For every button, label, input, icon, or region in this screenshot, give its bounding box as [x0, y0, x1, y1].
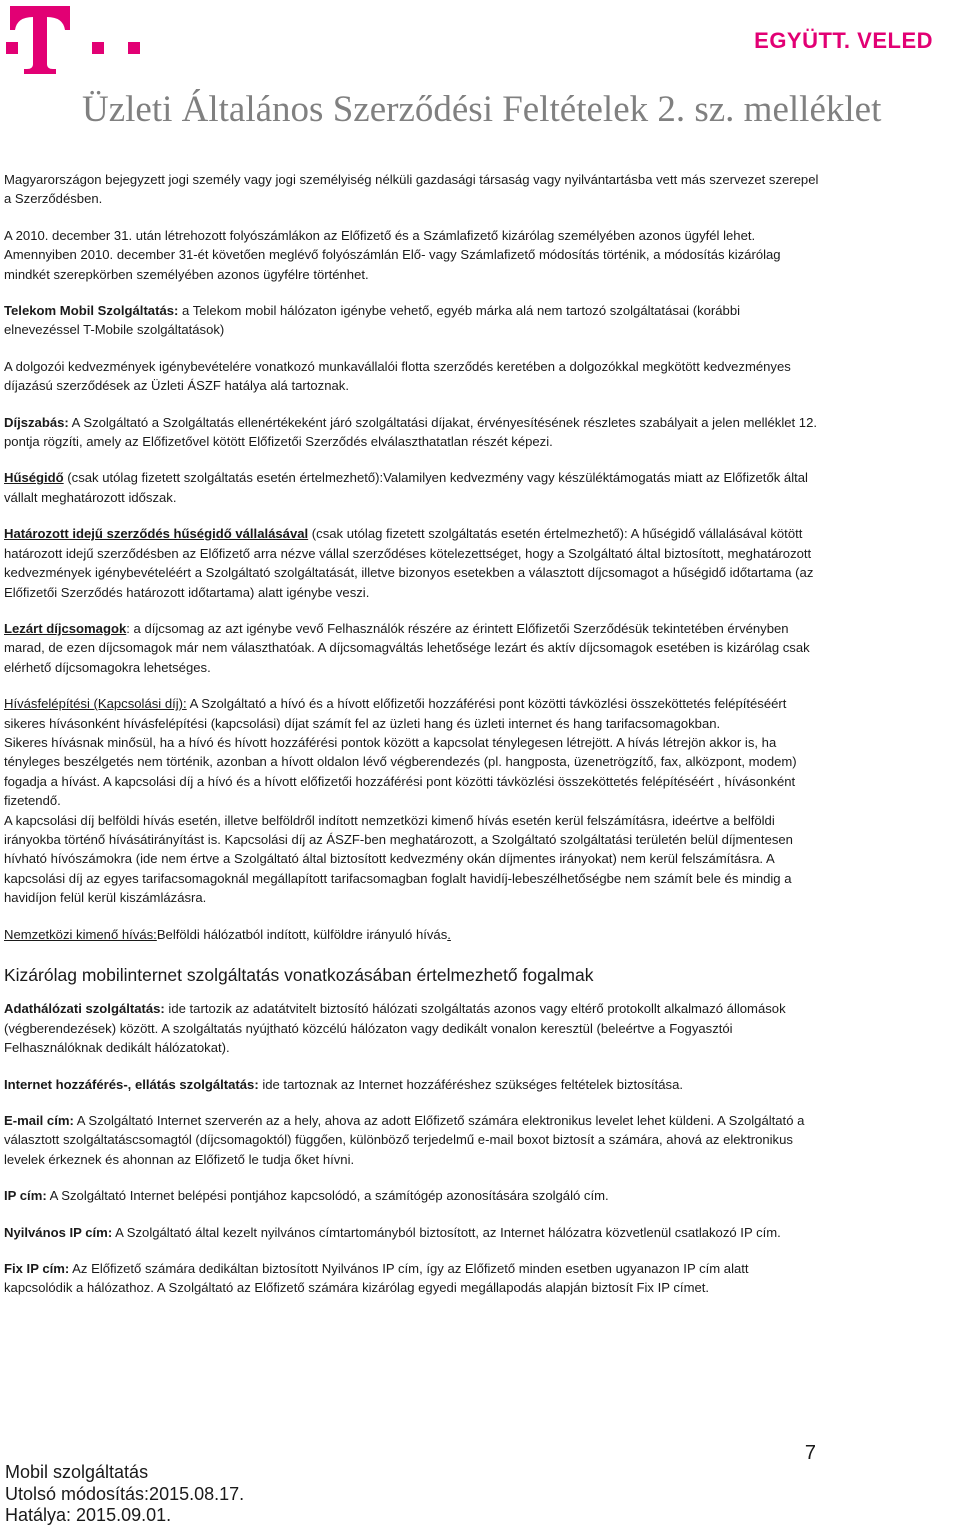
section-heading-mobilinternet: Kizárólag mobilinternet szolgáltatás vonatkozásában értelmezhető fogalmak [4, 965, 594, 985]
definition-text: A Szolgáltató Internet belépési pontjához kapcsolódó, a számítógép azonosítására szolgáló cím. [46, 1188, 609, 1204]
term-email-cim: E-mail cím: [4, 1113, 74, 1129]
definition-text: (csak utólag fizetett szolgáltatás esetén értelmezhető): A hűségidő vállalásával kötött határozott idejű szerződésben az Előfizető arra nézve vállal szerződéses kötelezettséget, hogy a Szolgáltató által biztosított, meghatározott kedvezmények igénybevételéért a Szolgáltató szolgáltatását, illetve bizonyos esetekben a választott díjcsomagot a hűségidő időtartama (az Előfizetői Szerződés határozott időtartama) alatt igénybe veszi. [4, 526, 814, 600]
document-title: Üzleti Általános Szerződési Feltételek 2. sz. melléklet [82, 89, 882, 130]
definition-text: Az Előfizető számára dedikáltan biztosított Nyilvános IP cím, így az Előfizető minden esetben ugyanazon IP cím alatt kapcsolódik a hálózathoz. A Szolgáltató az Előfizető számára kizárólag egyedi megállapodás alapján biztosít Fix IP címet. [4, 1261, 749, 1296]
term-ip-cim: IP cím: [4, 1188, 47, 1204]
page-footer [5, 1462, 244, 1527]
definition-nemzetkozi-hivas [4, 925, 819, 944]
definition-text: A Szolgáltató Internet szerverén az a hely, ahova az adott Előfizető számára elektronikus levelet lehet küldeni. A Szolgáltató a választott szolgáltatáscsomagtól (díjcsomagoktól) függően, különböző terjedelmű e-mail boxot biztosít a számára, ahová az elektronikus levelek érkeznek és ahonnan az Előfizető le tudja őket hívni. [4, 1113, 805, 1167]
footer-last-modified: Utolsó módosítás:2015.08.17. [5, 1483, 245, 1504]
term-hatarozott-ideju: Határozott idejű szerződés hűségidő vállalásával [4, 526, 309, 542]
definition-text: Belföldi hálózatból indított, külföldre irányuló hívás [156, 926, 448, 942]
definition-hivasfelepitesi [4, 694, 819, 733]
definition-text: A Szolgáltató által kezelt nyilvános címtartományból biztosított, az Internet hálózatra közvetlenül csatlakozó IP cím. [112, 1224, 781, 1240]
definition-adathalozati [4, 999, 819, 1057]
telekom-t-logo-icon [6, 6, 146, 74]
page-number: 7 [804, 1442, 816, 1464]
term-fix-ip: Fix IP cím: [4, 1261, 70, 1277]
footer-service-name: Mobil szolgáltatás [5, 1462, 149, 1482]
definition-hatarozott-ideju [4, 524, 819, 602]
document-body [4, 170, 819, 1315]
definition-fix-ip [4, 1259, 819, 1298]
definition-text: A Szolgáltató a Szolgáltatás ellenértékeként járó szolgáltatási díjakat, érvényesítésének részletes szabályait a jelen melléklet 12. pontja rögzíti, amely az Előfizetővel kötött Előfizetői Szerződés elválaszthatatlan részét képezi. [4, 414, 817, 450]
definition-end-mark: . [447, 926, 451, 942]
paragraph-sikeres-hivas: Sikeres hívásnak minősül, ha a hívó és hívott hozzáférési pontok között a kapcsolat ténylegesen létrejött. A hívás létrejön akkor is, ha tényleges beszélgetés nem történik, azonban a hívott oldalon lévő végberendezés (pl. hangposta, üzenetrögzítő, fax, alközpont, modem) fogadja a hívást. A kapcsolási díj a hívó és a hívott előfizetői hozzáférési pont közötti távközlési összeköttetés felépítéséért , hívásonként fizetendő. [4, 734, 797, 809]
term-lezart-dijcsomagok: Lezárt díjcsomagok [4, 620, 127, 636]
term-husegido: Hűségidő [4, 470, 64, 486]
definition-telekom-mobil [4, 301, 819, 340]
term-telekom-mobil: Telekom Mobil Szolgáltatás: [4, 303, 179, 319]
footer-effective-date: Hatálya: 2015.09.01. [5, 1505, 172, 1525]
paragraph-legal-entity: Magyarországon bejegyzett jogi személy vagy jogi személyiség nélküli gazdasági társaság vagy nyilvántartásba vett más szervezet szerepel a Szerződésben. [4, 172, 819, 207]
term-hivasfelepitesi: Hívásfelépítési (Kapcsolási díj): [4, 696, 187, 712]
brand-slogan: EGYÜTT. VELED [754, 28, 933, 53]
definition-text: a Telekom mobil hálózaton igénybe vehető, egyéb márka alá nem tartozó szolgáltatásai (korábbi elnevezéssel T-Mobile szolgáltatások) [4, 303, 741, 338]
definition-text: : a díjcsomag az azt igénybe vevő Felhasználók részére az érintett Előfizetői Szerződésük tekintetében érvényben marad, de ezen díjcsomagok már nem választhatóak. A díjcsomagváltás lehetősége lezárt és aktív díjcsomagok esetében is kizárólag csak elérhető díjcsomagokra lehetséges. [4, 620, 810, 675]
paragraph-employee-benefits: A dolgozói kedvezmények igénybevételére vonatkozó munkavállalói flotta szerződés keretében a dolgozókkal megkötött kedvezményes díjazású szerződések az Üzleti ÁSZF hatálya alá tartoznak. [4, 358, 791, 394]
term-internet-hozzaferes: Internet hozzáférés-, ellátás szolgáltatás: [4, 1076, 259, 1092]
definition-email-cim [4, 1111, 819, 1169]
definition-lezart-dijcsomagok [4, 619, 819, 677]
definition-text: A Szolgáltató a hívó és a hívott előfizetői hozzáférési pont közötti távközlési összeköttetés felépítéséért sikeres hívásonként hívásfelépítési (kapcsolási) díjat számít fel az üzleti hang és üzleti internet és hang tarifacsomagokban. [4, 696, 787, 731]
term-adathalozati: Adathálózati szolgáltatás: [4, 1001, 165, 1017]
definition-ip-cim [4, 1186, 819, 1205]
definition-text: ide tartoznak az Internet hozzáféréshez szükséges feltételek biztosítása. [258, 1076, 684, 1092]
term-nyilvanos-ip: Nyilvános IP cím: [4, 1224, 113, 1240]
definition-internet-hozzaferes [4, 1075, 819, 1094]
term-nemzetkozi-hivas: Nemzetközi kimenő hívás: [4, 926, 157, 942]
definition-dijszabas [4, 413, 819, 452]
definition-text: (csak utólag fizetett szolgáltatás esetén értelmezhető):Valamilyen kedvezmény vagy készüléktámogatás miatt az Előfizetők által vállalt meghatározott időszak. [4, 470, 808, 505]
definition-nyilvanos-ip [4, 1223, 819, 1242]
definition-husegido [4, 468, 819, 507]
definition-text: ide tartozik az adatátvitelt biztosító hálózati szolgáltatás azonos vagy eltérő protokollt alkalmazó állomások (végberendezések) között. A szolgáltatás nyújtható közcélú hálózaton vagy dedikált vonalon keresztül (beleértve a Fogyasztói Felhasználóknak dedikált hálózatokat). [4, 1001, 786, 1056]
term-dijszabas: Díjszabás: [4, 414, 69, 430]
paragraph-kapcsolasi-dij: A kapcsolási díj belföldi hívás esetén, illetve belföldről indított nemzetközi kimenő hívás esetén kerül felszámításra, ideértve a belföldi irányokba történő hívásátirányítást is. Kapcsolási díj az ÁSZF-ben meghatározott, a Szolgáltató szolgáltatási területén belül díjmentesen hívható hívószámokra (ide nem értve a Szolgáltató által biztosított kedvezmény okán díjmentes irányokat) nem kerül felszámításra. A kapcsolási díj az egyes tarifacsomagoknál megállapított tarifacsomagban foglalt havidíj-lebeszélhetőségbe nem számít bele és mindig a havidíjon felül kerül kiszámlázásra. [4, 812, 793, 906]
paragraph-billing-accounts: A 2010. december 31. után létrehozott folyószámlákon az Előfizető és a Számlafizető kizárólag személyében azonos ügyfél lehet. Amennyiben 2010. december 31-ét követően meglévő folyószámlán Elő- vagy Számlafizető módosítás történik, a módosítás kizárólag mindkét szerepkörben személyében azonos ügyfélre történhet. [4, 227, 781, 282]
